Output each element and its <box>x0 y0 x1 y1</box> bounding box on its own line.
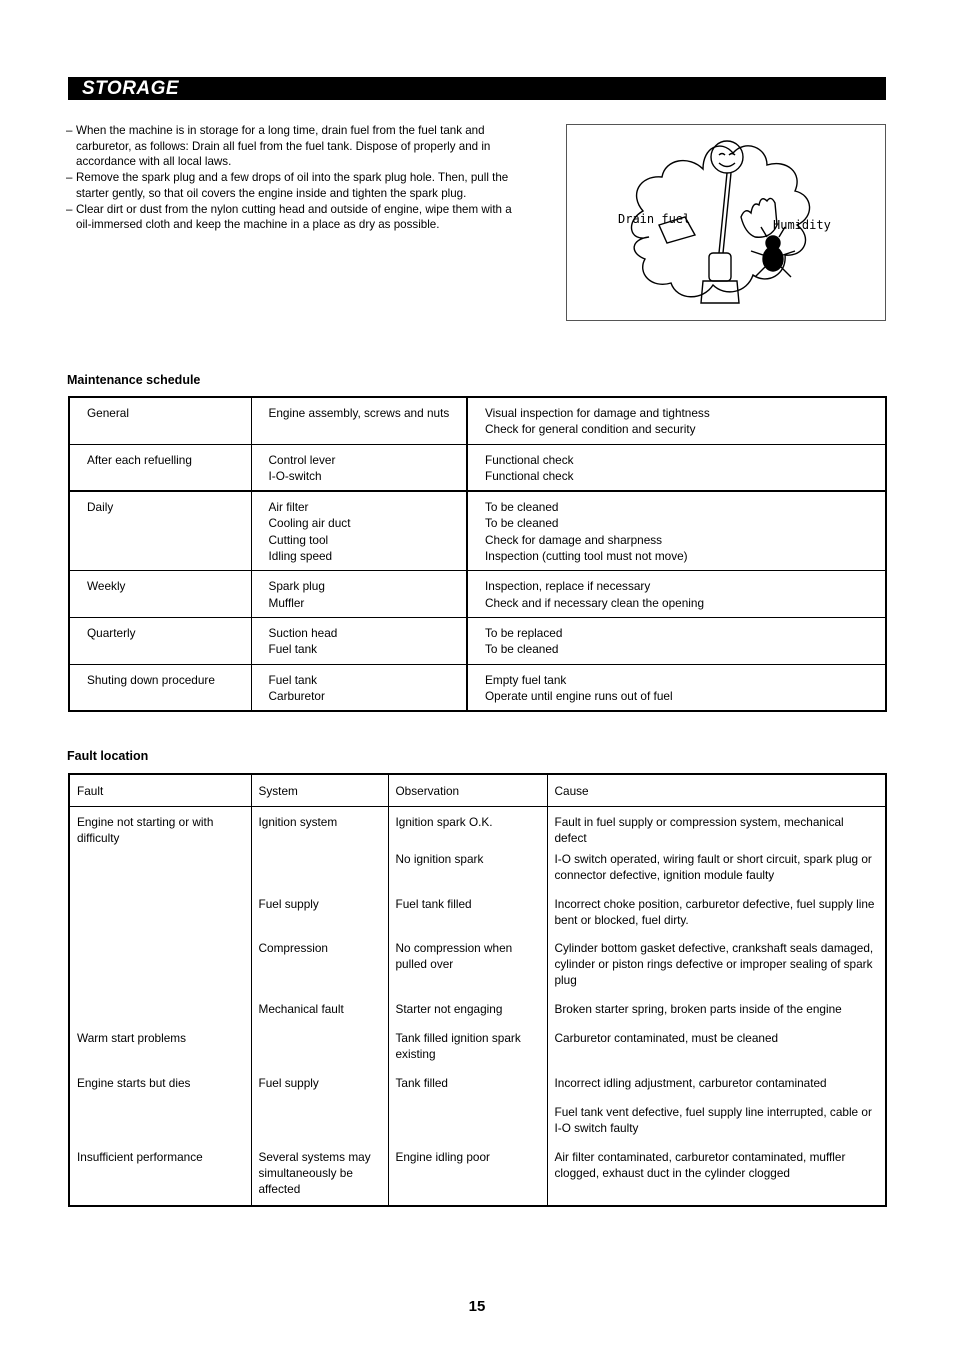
column-header: Fault <box>69 774 251 806</box>
fault-observation-cell: Ignition spark O.K. <box>388 806 547 851</box>
maintenance-parts-cell: Engine assembly, screws and nuts <box>251 397 467 444</box>
column-header: Cause <box>547 774 886 806</box>
maintenance-heading: Maintenance schedule <box>67 373 201 387</box>
fault-system-cell: Mechanical fault <box>251 1001 388 1030</box>
fault-cause-cell: Carburetor contaminated, must be cleaned <box>547 1030 886 1075</box>
maintenance-action-cell: Visual inspection for damage and tightness Check for general condition and security <box>467 397 886 444</box>
fault-cause-cell: Incorrect choke position, carburetor defective, fuel supply line bent or blocked, fuel dirty. <box>547 896 886 940</box>
storage-illustration <box>566 124 886 321</box>
fault-fault-cell <box>69 1001 251 1030</box>
section-title: STORAGE <box>82 78 180 99</box>
page-number: 15 <box>468 1298 486 1315</box>
table-row <box>69 896 886 940</box>
table-row <box>69 851 886 896</box>
fault-observation-cell: Tank filled <box>388 1075 547 1104</box>
fault-system-cell <box>251 851 388 896</box>
fault-fault-cell <box>69 1104 251 1149</box>
fault-cause-cell: I-O switch operated, wiring fault or short circuit, spark plug or connector defective, ignition module faulty <box>547 851 886 896</box>
fault-system-cell <box>251 1030 388 1075</box>
maintenance-action-cell: Functional check Functional check <box>467 444 886 491</box>
maintenance-interval-cell: Weekly <box>69 571 251 618</box>
maintenance-interval-cell: Quarterly <box>69 617 251 664</box>
fault-cause-cell: Cylinder bottom gasket defective, crankshaft seals damaged, cylinder or piston rings defective or improper sealing of spark plug <box>547 940 886 1001</box>
table-row <box>69 1149 886 1206</box>
fault-cause-cell: Air filter contaminated, carburetor contaminated, muffler clogged, exhaust duct in the cylinder clogged <box>547 1149 886 1206</box>
fault-observation-cell: Engine idling poor <box>388 1149 547 1206</box>
fault-observation-cell: No ignition spark <box>388 851 547 896</box>
maintenance-parts-cell: Spark plug Muffler <box>251 571 467 618</box>
maintenance-table <box>68 396 887 712</box>
table-row <box>69 571 886 618</box>
table-row <box>69 1104 886 1149</box>
fault-fault-cell <box>69 940 251 1001</box>
humidity-label: Humidity <box>773 218 831 232</box>
list-item: – Clear dirt or dust from the nylon cutting head and outside of engine, wipe them with a oil-immersed cloth and keep the machine in a place as dry as possible. <box>66 202 512 232</box>
maintenance-action-cell: To be cleaned To be cleaned Check for damage and sharpness Inspection (cutting tool must not move) <box>467 491 886 571</box>
maintenance-interval-cell: After each refuelling <box>69 444 251 491</box>
fault-system-cell: Compression <box>251 940 388 1001</box>
fault-location-table <box>68 773 887 1207</box>
list-item: – Remove the spark plug and a few drops of oil into the spark plug hole. Then, pull the starter gently, so that oil covers the engine inside and tighten the spark plug. <box>66 171 509 200</box>
fault-system-cell <box>251 1104 388 1149</box>
maintenance-interval-cell: General <box>69 397 251 444</box>
fault-cause-cell: Incorrect idling adjustment, carburetor contaminated <box>547 1075 886 1104</box>
fault-system-cell: Fuel supply <box>251 896 388 940</box>
column-header: System <box>251 774 388 806</box>
fault-fault-cell: Engine not starting or with difficulty <box>69 806 251 851</box>
column-header: Observation <box>388 774 547 806</box>
maintenance-action-cell: Inspection, replace if necessary Check and if necessary clean the opening <box>467 571 886 618</box>
fault-cause-cell: Fuel tank vent defective, fuel supply line interrupted, cable or I-O switch faulty <box>547 1104 886 1149</box>
table-row <box>69 940 886 1001</box>
table-row <box>69 491 886 571</box>
maintenance-parts-cell: Air filter Cooling air duct Cutting tool Idling speed <box>251 491 467 571</box>
table-row <box>69 664 886 711</box>
maintenance-action-cell: Empty fuel tank Operate until engine runs out of fuel <box>467 664 886 711</box>
fault-fault-cell <box>69 896 251 940</box>
list-item: – When the machine is in storage for a long time, drain fuel from the fuel tank and carburetor, as follows: Drain all fuel from the fuel tank. Dispose of properly and in accordance with all local laws. <box>66 124 491 169</box>
fault-cause-cell: Broken starter spring, broken parts inside of the engine <box>547 1001 886 1030</box>
storage-illustration-drawing <box>567 125 885 320</box>
storage-instructions <box>66 123 518 233</box>
table-row <box>69 397 886 444</box>
table-row <box>69 617 886 664</box>
maintenance-action-cell: To be replaced To be cleaned <box>467 617 886 664</box>
maintenance-parts-cell: Fuel tank Carburetor <box>251 664 467 711</box>
fault-fault-cell: Engine starts but dies <box>69 1075 251 1104</box>
fault-fault-cell <box>69 851 251 896</box>
maintenance-parts-cell: Control lever I-O-switch <box>251 444 467 491</box>
fault-system-cell: Fuel supply <box>251 1075 388 1104</box>
fault-fault-cell: Insufficient performance <box>69 1149 251 1206</box>
fault-observation-cell <box>388 1104 547 1149</box>
fault-observation-cell: No compression when pulled over <box>388 940 547 1001</box>
fault-fault-cell: Warm start problems <box>69 1030 251 1075</box>
table-row <box>69 1001 886 1030</box>
fault-cause-cell: Fault in fuel supply or compression system, mechanical defect <box>547 806 886 851</box>
section-banner <box>68 77 886 100</box>
maintenance-interval-cell: Shuting down procedure <box>69 664 251 711</box>
maintenance-interval-cell: Daily <box>69 491 251 571</box>
drain-fuel-label: Drain fuel <box>618 212 691 226</box>
table-row <box>69 444 886 491</box>
table-row <box>69 806 886 851</box>
fault-system-cell: Several systems may simultaneously be affected <box>251 1149 388 1206</box>
fault-location-heading: Fault location <box>67 749 149 763</box>
table-row <box>69 1075 886 1104</box>
fault-observation-cell: Tank filled ignition spark existing <box>388 1030 547 1075</box>
table-header-row <box>69 774 886 806</box>
fault-observation-cell: Fuel tank filled <box>388 896 547 940</box>
fault-system-cell: Ignition system <box>251 806 388 851</box>
table-row <box>69 1030 886 1075</box>
fault-observation-cell: Starter not engaging <box>388 1001 547 1030</box>
maintenance-parts-cell: Suction head Fuel tank <box>251 617 467 664</box>
